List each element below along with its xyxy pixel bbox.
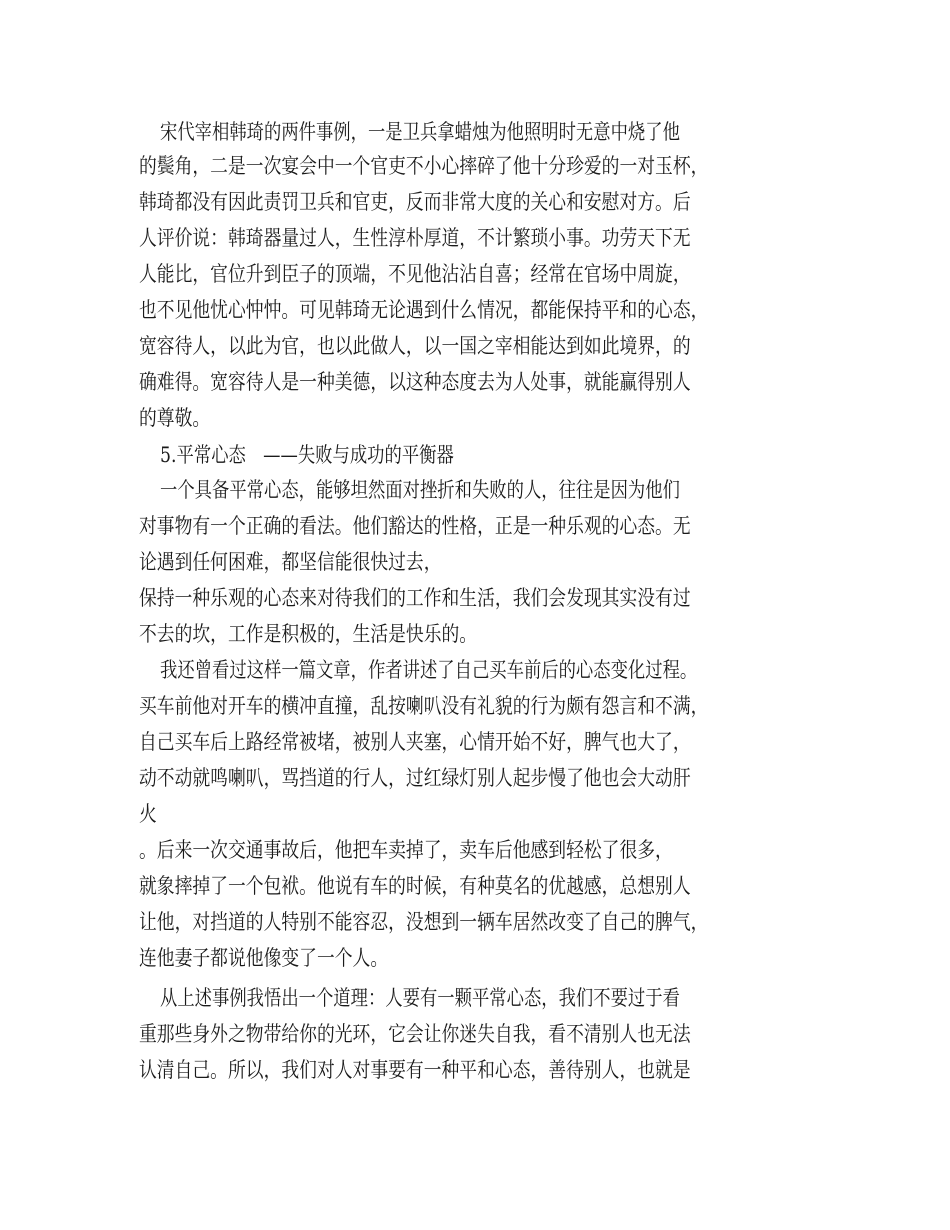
text-line: 论遇到任何困难，都坚信能很快过去， (139, 550, 442, 574)
text-line: 韩琦都没有因此责罚卫兵和官吏，反而非常大度的关心和安慰对方。后 (139, 190, 691, 214)
text-line: 宽容待人，以此为官，也以此做人，以一国之宰相能达到如此境界，的 (139, 334, 691, 358)
text-line: 我还曾看过这样一篇文章，作者讲述了自己买车前后的心态变化过程。 (160, 658, 698, 682)
text-line: 人评价说：韩琦器量过人，生性淳朴厚道，不计繁琐小事。功劳天下无 (139, 226, 691, 250)
text-line: 宋代宰相韩琦的两件事例，一是卫兵拿蜡烛为他照明时无意中烧了他 (160, 120, 680, 144)
text-line: 不去的坎，工作是积极的，生活是快乐的。 (139, 622, 478, 646)
text-line: 重那些身外之物带给你的光环，它会让你迷失自我，看不清别人也无法 (139, 1022, 691, 1046)
text-line: 从上述事例我悟出一个道理：人要有一颗平常心态，我们不要过于看 (160, 986, 680, 1010)
text-line: 火 (139, 802, 157, 826)
text-line: 让他，对挡道的人特别不能容忍，没想到一辆车居然改变了自己的脾气， (139, 910, 709, 934)
section-heading: 5.平常心态 ——失败与成功的平衡器 (160, 443, 454, 467)
text-line: 。后来一次交通事故后，他把车卖掉了，卖车后他感到轻松了很多， (139, 838, 673, 862)
text-line: 保持一种乐观的心态来对待我们的工作和生活，我们会发现其实没有过 (139, 586, 691, 610)
text-line: 人能比，官位升到臣子的顶端，不见他沾沾自喜；经常在官场中周旋， (139, 262, 691, 286)
text-line: 动不动就鸣喇叭，骂挡道的行人，过红绿灯别人起步慢了他也会大动肝 (139, 766, 691, 790)
text-line: 就象摔掉了一个包袱。他说有车的时候，有种莫名的优越感，总想别人 (139, 874, 691, 898)
text-line: 的鬓角，二是一次宴会中一个官吏不小心摔碎了他十分珍爱的一对玉杯， (139, 154, 709, 178)
text-line: 买车前他对开车的横冲直撞，乱按喇叭没有礼貌的行为颇有怨言和不满， (139, 694, 709, 718)
text-line: 一个具备平常心态，能够坦然面对挫折和失败的人，往往是因为他们 (160, 478, 680, 502)
text-line: 自己买车后上路经常被堵，被别人夹塞，心情开始不好，脾气也大了， (139, 730, 691, 754)
text-line: 对事物有一个正确的看法。他们豁达的性格，正是一种乐观的心态。无 (139, 514, 691, 538)
text-line: 认清自己。所以，我们对人对事要有一种平和心态，善待别人，也就是 (139, 1058, 691, 1082)
text-line: 也不见他忧心忡忡。可见韩琦无论遇到什么情况，都能保持平和的心态， (139, 298, 709, 322)
text-line: 连他妻子都说他像变了一个人。 (139, 946, 389, 970)
text-line: 确难得。宽容待人是一种美德，以这种态度去为人处事，就能赢得别人 (139, 370, 691, 394)
text-line: 的尊敬。 (139, 406, 211, 430)
